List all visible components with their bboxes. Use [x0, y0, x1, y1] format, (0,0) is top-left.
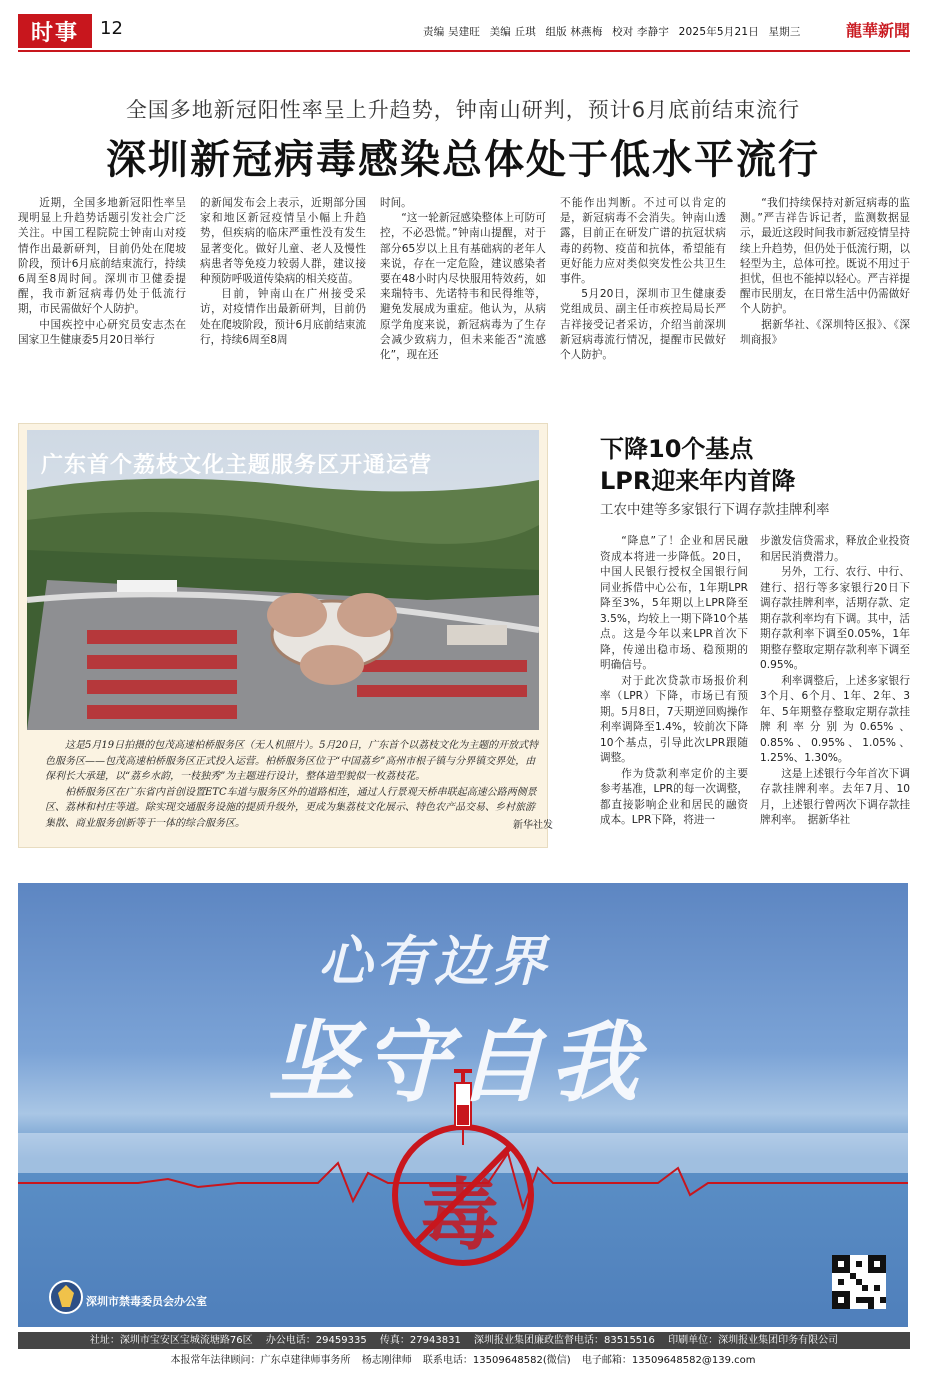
footer-address: 社址：深圳市宝安区宝城流塘路76区: [89, 1335, 253, 1346]
footer-office-phone: 办公电话：29459335: [265, 1335, 367, 1346]
credit-layout: 组版 林燕梅: [545, 26, 603, 38]
paragraph: 的新闻发布会上表示，近期部分国家和地区新冠疫情呈小幅上升趋势，但疾病的临床严重性没有发生显著变化。做好儿童、老人及慢性病患者等免疫力较弱人群，建议接种预防呼吸道传染病的相关疫苗。: [200, 197, 366, 286]
paragraph: 时间。: [380, 197, 412, 209]
footer-counsel: 本报常年法律顾问：广东卓建律师事务所: [170, 1355, 351, 1366]
paragraph: “这一轮新冠感染整体上可防可控，不必恐慌。”钟南山提醒，对于部分65岁以上且有基础病的老年人来说，存在一定危险，建议感染者要在48小时内尽快服用特效药，如来瑞特韦、先诺特韦和民得维等，避免发展成为重症。他认为，从病原学角度来说，新冠病毒为了生存会减少致病力，但未来能否“流感化”，现在还: [380, 212, 546, 362]
ad-sponsor: 深圳市禁毒委员会办公室: [86, 1295, 207, 1308]
paragraph: “我们持续保持对新冠病毒的监测。”严吉祥告诉记者，监测数据显示，最近这段时间我市新冠疫情呈持续上升趋势，但仍处于低流行期，以轻型为主，总体可控。既说不用过于担忧，但也不能掉以轻心。严吉祥提醒市民朋友，在日常生活中仍需做好个人防护。: [740, 197, 910, 316]
lead-column-4: [560, 196, 726, 363]
ad-slogan-1: 心有边界: [318, 930, 550, 993]
footer-lawyer: 杨志刚律师: [361, 1355, 412, 1366]
lead-kicker: 全国多地新冠阳性率呈上升趋势，钟南山研判，预计6月底前结束流行: [125, 98, 801, 122]
paragraph: 中国疾控中心研究员安志杰在国家卫生健康委5月20日举行: [18, 318, 186, 346]
credit-editor: 责编 吴建旺: [423, 26, 481, 38]
weekday: 星期三: [768, 26, 801, 38]
footer-printer: 印刷单位：深圳报业集团印务有限公司: [668, 1335, 839, 1346]
lpr-headline: [600, 433, 795, 497]
lpr-headline-line2: LPR迎来年内首降: [600, 467, 796, 495]
paragraph: 步激发信贷需求，释放企业投资和居民消费潜力。: [760, 535, 910, 563]
lead-column-1: [18, 196, 186, 348]
footer-contact-bar: [18, 1332, 910, 1349]
paragraph: 另外，工行、农行、中行、建行、招行等多家银行20日下调存款挂牌利率，活期存款、定期存款利率均有下调。其中，活期存款利率下调至0.05%，1年期整存整取定期存款利率下调至0.95%。: [760, 566, 910, 671]
newspaper-logo: 龍華新聞: [845, 21, 910, 40]
lpr-headline-line1: 下降10个基点: [600, 435, 754, 463]
photo-credit: 新华社发: [513, 819, 553, 831]
paragraph: 作为贷款利率定价的主要参考基准，LPR的每一次调整，都直接影响企业和居民的融资成本。LPR下降，将进一: [600, 767, 748, 826]
lead-headline: 深圳新冠病毒感染总体处于低水平流行: [106, 137, 820, 183]
caption-paragraph: 这是5月19日拍摄的包茂高速柏桥服务区（无人机照片）。5月20日，广东首个以荔枝文化为主题的开放式特色服务区——包茂高速柏桥服务区正式投入运营。柏桥服务区位于“中国荔乡”高州市根子镇与分界镇交界处，由保利长大承建，以“荔乡水韵，一枝独秀”为主题进行设计，整体造型貌似一枚荔枝花。: [45, 740, 539, 783]
drug-character: 毒: [421, 1171, 500, 1261]
footer-contact-phone: 联系电话：13509648582(微信): [422, 1355, 571, 1366]
lead-column-2: [200, 196, 366, 348]
paragraph: 5月20日，深圳市卫生健康委党组成员、副主任市疾控局局长严吉祥接受记者采访，介绍当前深圳新冠病毒流行情况，提醒市民做好个人防护。: [560, 288, 726, 362]
paragraph: 对于此次贷款市场报价利率（LPR）下降，市场已有预期。5月8日，7天期逆回购操作利率调降至1.4%，较前次下降10个基点，引导此次LPR跟随调整。: [600, 674, 748, 764]
feature-title: 广东首个荔枝文化主题服务区开通运营: [41, 453, 433, 478]
feature-photo-block: [18, 423, 553, 848]
footer-legal: [0, 1351, 926, 1366]
editor-credits: [423, 24, 807, 39]
lpr-column-2: [760, 534, 910, 829]
caption-paragraph: 柏桥服务区在广东省内首创设置ETC车道与服务区外的道路相连，通过人行景观天桥串联起高速公路两侧景区、荔林和村庄等道。除实现交通服务设施的提质升级外，更成为集荔枝文化展示、特色农产品交易、乡村旅游集散、商业服务创新等于一体的综合服务区。: [45, 786, 537, 829]
paragraph: 这是上述银行今年首次下调存款挂牌利率。去年7月、10月，上述银行曾两次下调存款挂牌利率。 据新华社: [760, 767, 910, 826]
source-line: 据新华社、《深圳特区报》、《深圳商报》: [740, 318, 910, 346]
paragraph: “降息”了！企业和居民融资成本将进一步降低。20日，中国人民银行授权全国银行间同业拆借中心公布，1年期LPR降至3%，5年期以上LPR降至3.5%，均较上一期下降10个基点。这是今年以来LPR首次下降，传递出稳市场、稳预期的明确信号。: [600, 535, 748, 671]
section-label: 时事: [18, 14, 92, 48]
footer-email: 电子邮箱：13509648582@139.com: [581, 1355, 756, 1366]
lpr-column-1: [600, 534, 748, 829]
paragraph: 不能作出判断。不过可以肯定的是，新冠病毒不会消失。钟南山透露，目前正在研发广谱的抗冠状病毒的药物、疫苗和抗体，希望能有更好能力应对类似突发性公共卫生事件。: [560, 197, 726, 286]
lpr-subtitle: 工农中建等多家银行下调存款挂牌利率: [600, 502, 830, 518]
qr-code-icon: [832, 1255, 886, 1309]
lead-column-3: [380, 196, 546, 363]
anti-drug-ad: [18, 883, 908, 1327]
lead-column-5: [740, 196, 910, 348]
footer-fax: 传真：27943831: [379, 1335, 461, 1346]
header-divider: [18, 50, 910, 52]
paragraph: 目前，钟南山在广州接受采访，对疫情作出最新研判，目前仍处在爬坡阶段，预计6月底前结束流行，持续6周至8周: [200, 288, 366, 346]
issue-date: 2025年5月21日: [678, 26, 759, 38]
service-area-photo: [27, 430, 539, 730]
photo-caption: [45, 738, 553, 832]
qr-code: [832, 1255, 886, 1309]
credit-proof: 校对 李静宇: [612, 26, 670, 38]
paragraph: 利率调整后，上述多家银行3个月、6个月、1年、2年、3年、5年期整存整取定期存款挂牌利率分别为0.65%、0.85%、0.95%、1.05%、1.25%、1.30%。: [760, 674, 910, 764]
paragraph: 近期，全国多地新冠阳性率呈现明显上升趋势话题引发社会广泛关注。中国工程院院士钟南山对疫情作出最新研判，目前仍处在爬坡阶段，预计6月底前结束流行，持续6周至8周时间。深圳市卫健委提醒，我市新冠病毒仍处于低流行期，市民需做好个人防护。: [18, 197, 186, 316]
ad-slogan-2: 坚守自我: [268, 1011, 645, 1114]
page-number: 12: [100, 18, 123, 39]
credit-designer: 美编 丘琪: [489, 26, 536, 38]
footer-supervision-phone: 深圳报业集团廉政监督电话：83515516: [474, 1335, 655, 1346]
page-header: [18, 14, 910, 48]
